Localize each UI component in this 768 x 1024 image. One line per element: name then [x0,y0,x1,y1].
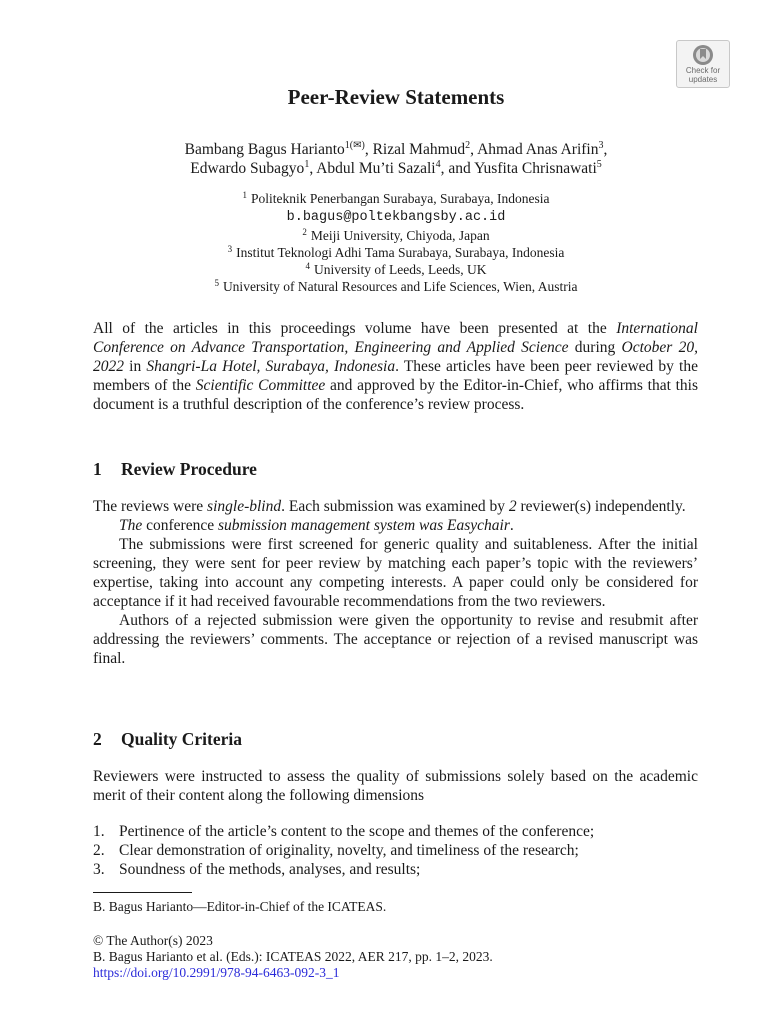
author-name: Bambang Bagus Harianto [184,141,345,158]
section-2-body [93,767,698,805]
doi-container [93,964,340,981]
footnote: B. Bagus Harianto—Editor-in-Chief of the ICATEAS. [93,899,387,914]
affiliation [0,190,768,207]
intro-text [93,319,698,414]
separator: , [364,141,373,158]
affiliation [0,278,768,295]
author-affil-sup[interactable]: 1(✉) [344,140,365,151]
section-title: Quality Criteria [121,729,243,749]
paragraph: The submissions were first screened for generic quality and suitableness. After the initial screening, they were sent for peer review by matching each paper’s topic with the reviewers’ expertise, taking into account any competing interests. A paper could only be considered for acceptance if it had received favourable recommendations from the two reviewers. [93,536,698,610]
text: . These articles have been peer reviewed by the members of the [93,358,698,394]
text: The [119,517,143,534]
paragraph [93,497,698,516]
affiliation-number: 3 [227,243,233,254]
text: . [509,517,514,534]
text: in [124,358,147,375]
separator: , [309,160,317,177]
author-affil-sup: 5 [596,159,602,170]
author-affil-sup: 1 [304,159,310,170]
doi-link[interactable]: https://doi.org/10.2991/978-94-6463-092-3_1 [93,965,340,980]
text: reviewer(s) independently. [516,498,686,515]
text: conference [142,517,218,534]
conference-name: International Conference on Advance Transportation, Engineering and Applied Science [93,320,698,356]
separator: , [470,141,478,158]
separator: , [603,141,608,158]
author-affil-sup: 3 [598,140,604,151]
paragraph: Reviewers were instructed to assess the quality of submissions solely based on the academic merit of their content along the following dimensions [93,768,698,804]
section-heading-review-procedure [93,458,257,480]
author-line-1 [0,140,768,159]
paragraph [93,516,698,535]
affiliation-number: 2 [302,226,307,237]
email-address[interactable]: b.bagus@poltekbangsby.ac.id [286,210,506,226]
section-1-body [93,497,698,668]
affiliation-text: University of Natural Resources and Life Sciences, Wien, Austria [222,279,578,295]
check-for-updates-icon [692,44,714,66]
list-text: Soundness of the methods, analyses, and results; [119,861,421,878]
separator: , and [440,160,475,177]
author-name: Ahmad Anas Arifin [477,141,599,158]
list-number: 1. [93,823,105,840]
list-item [93,822,698,841]
citation: B. Bagus Harianto et al. (Eds.): ICATEAS 2022, AER 217, pp. 1–2, 2023. [93,949,493,964]
affiliation [0,244,768,261]
footnote-rule [93,892,192,893]
author-line-2 [0,159,768,178]
badge-label-2: updates [688,75,718,84]
affiliation-number: 1 [242,190,248,200]
committee-name: Scientific Committee [195,377,326,394]
author-affil-sup: 2 [465,140,471,151]
review-type: single-blind [207,498,282,515]
text: All of the articles in this proceedings volume have been presented at the [93,320,617,337]
intro-paragraph [93,319,698,414]
affiliation-text: University of Leeds, Leeds, UK [314,262,487,278]
text: The reviews were [93,498,208,515]
author-list [0,140,768,178]
list-text: Clear demonstration of originality, novelty, and timeliness of the research; [119,842,579,859]
badge-label-1: Check for [685,66,721,75]
text: and approved by the Editor-in-Chief, who affirms that this document is a truthful description of the conference’s review process. [93,377,699,413]
submission-system: submission management system was Easychair [217,517,510,534]
affiliation-list [0,190,768,296]
list-text: Pertinence of the article’s content to the scope and themes of the conference; [119,823,595,840]
author-name: Abdul Mu’ti Sazali [316,160,436,177]
conference-date: October 20, 2022 [93,339,699,375]
copyright: © The Author(s) 2023 [93,933,213,948]
list-number: 3. [93,861,105,878]
paragraph: Authors of a rejected submission were given the opportunity to revise and resubmit after addressing the reviewers’ comments. The acceptance or rejection of a revised manuscript was final. [93,612,698,667]
section-number: 2 [93,729,102,749]
list-item [93,841,698,860]
affiliation-number: 4 [305,261,311,272]
paper-title: Peer-Review Statements [287,85,505,109]
author-name: Rizal Mahmud [372,141,466,158]
check-for-updates-badge[interactable] [676,40,730,88]
affiliation-number: 5 [214,278,219,289]
text: during [568,339,622,356]
affiliation [0,227,768,244]
reviewer-count: 2 [508,498,517,515]
email[interactable] [0,207,768,226]
conference-venue: Shangri-La Hotel, Surabaya, Indonesia [146,358,396,375]
section-heading-quality-criteria [93,728,242,750]
author-name: Edwardo Subagyo [190,160,305,177]
section-title: Review Procedure [121,459,257,479]
affiliation-text: Institut Teknologi Adhi Tama Surabaya, Surabaya, Indonesia [236,244,565,260]
list-number: 2. [93,842,105,859]
criteria-list [93,822,698,879]
author-name: Yusfita Chrisnawati [474,160,597,177]
text: . Each submission was examined by [281,498,509,515]
affiliation-text: Politeknik Penerbangan Surabaya, Surabaya, Indonesia [251,191,550,206]
list-item [93,860,698,879]
affiliation-text: Meiji University, Chiyoda, Japan [310,227,490,243]
section-number: 1 [93,459,102,479]
author-affil-sup: 4 [435,159,441,170]
affiliation [0,261,768,278]
